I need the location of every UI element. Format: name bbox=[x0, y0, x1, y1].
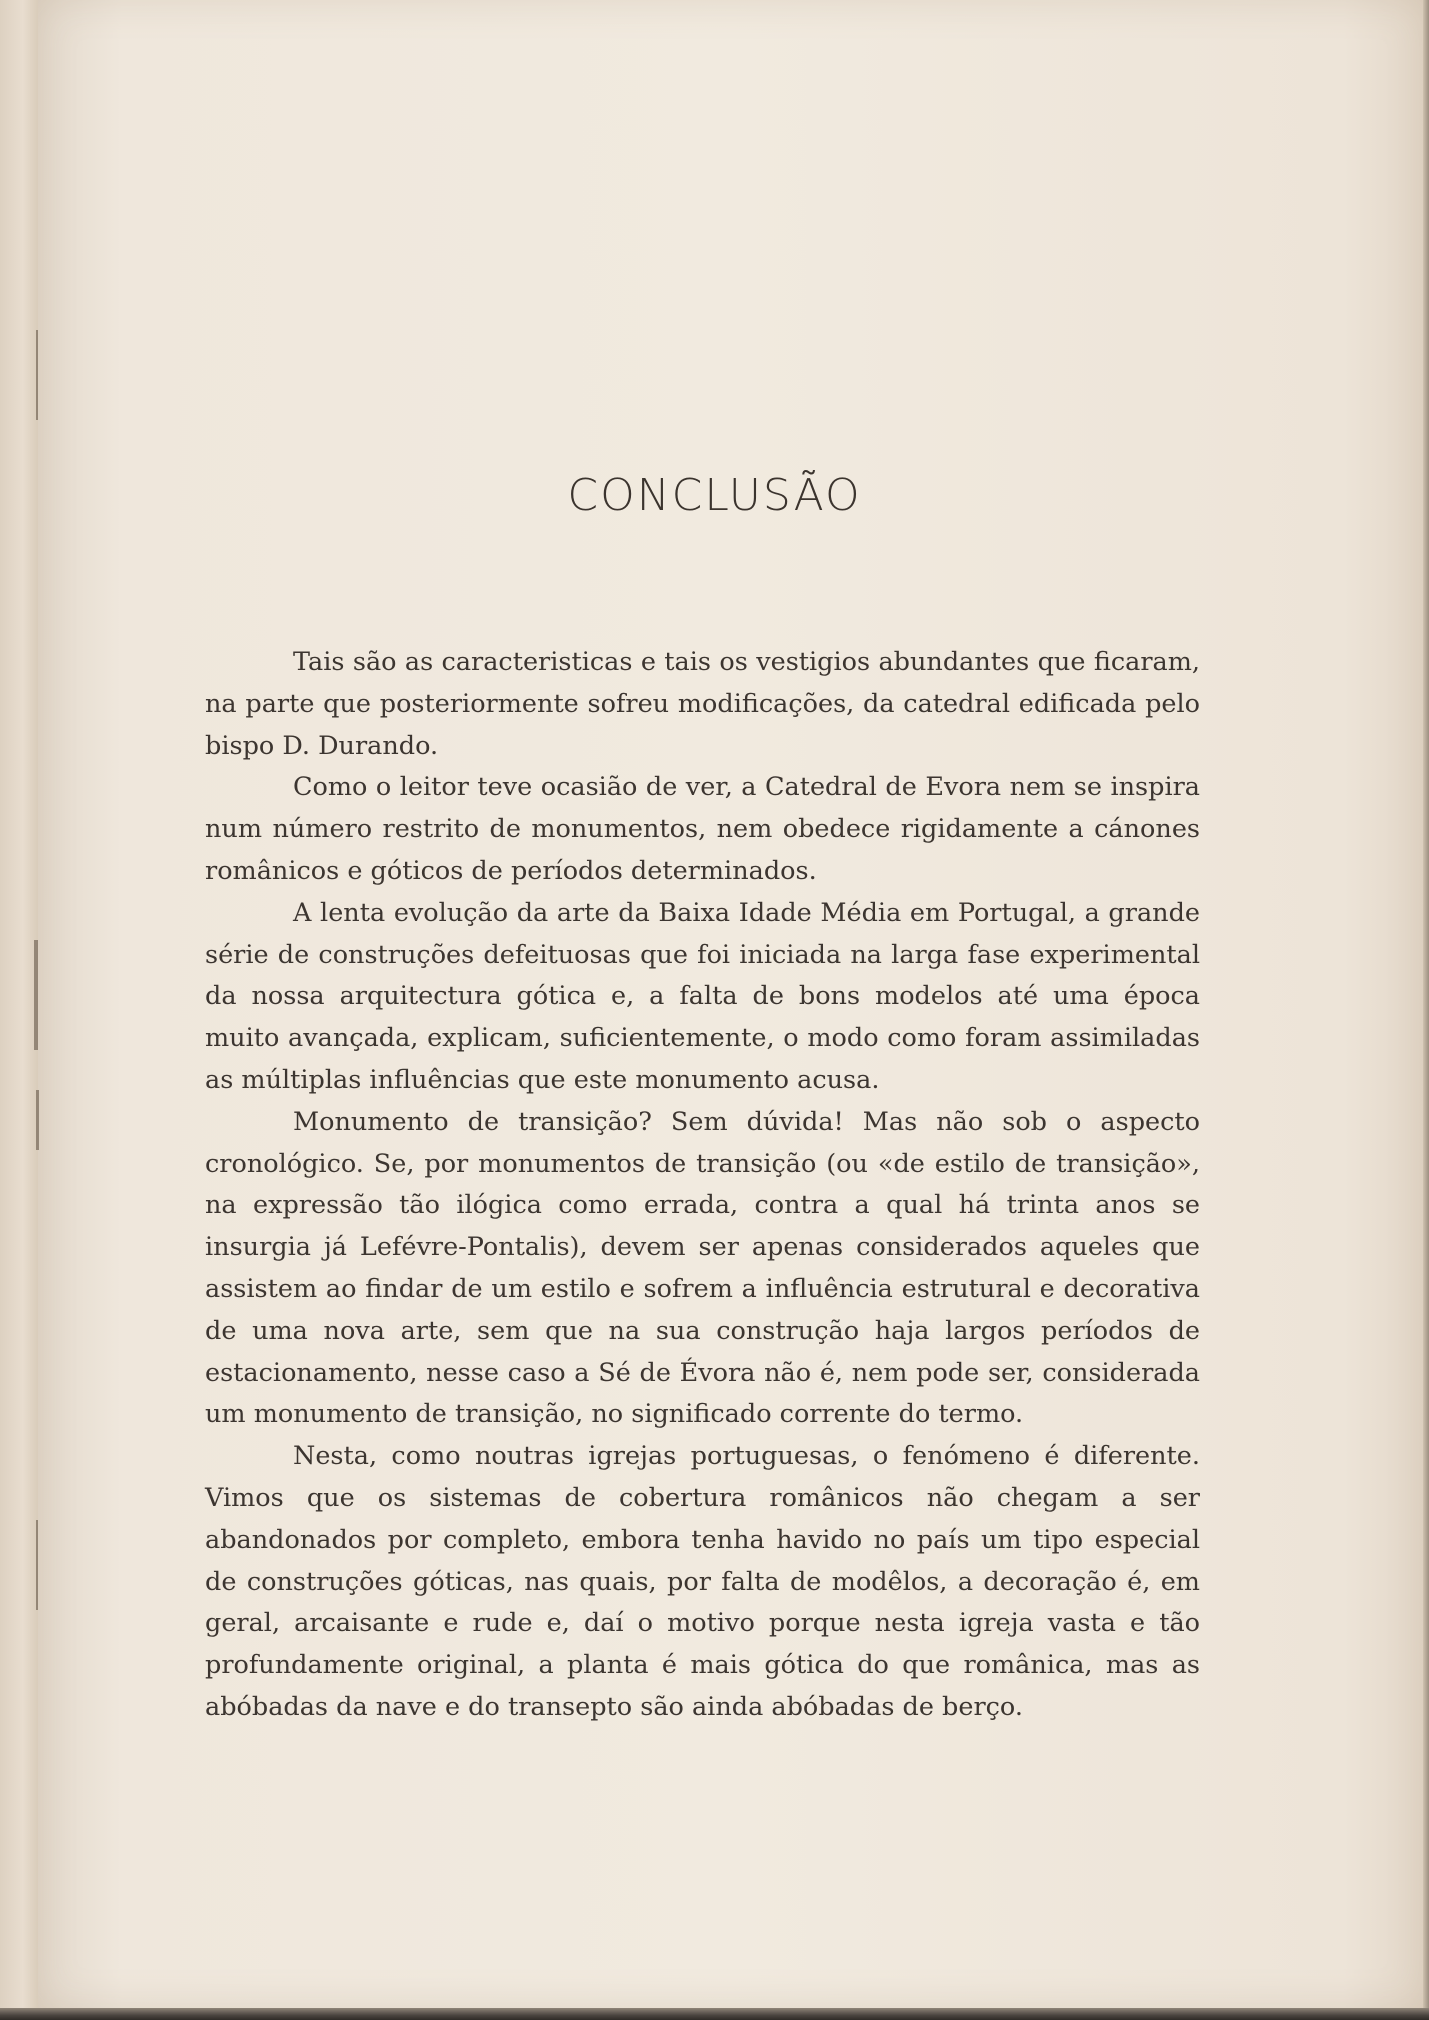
paragraph: Nesta, como noutras igrejas portuguesas, o fenómeno é diferente. Vimos que os sistemas de cobertura românicos não chegam a ser abandonados por completo, embora tenha havido no país um tipo especial de construções góticas, nas quais, por falta de modêlos, a decoração é, em geral, arcaisante e rude e, daí o motivo porque nesta igreja vasta e tão profundamente original, a planta é mais gótica do que românica, mas as abóbadas da nave e do transepto são ainda abóbadas de berço. bbox=[205, 1441, 1200, 1722]
binding-mark bbox=[36, 1520, 38, 1610]
paragraph: Monumento de transição? Sem dúvida! Mas não sob o aspecto cronológico. Se, por monumentos de transição (ou «de estilo de transição», na expressão tão ilógica como errada, contra a qual há trinta anos se insurgia já Lefévre-Pontalis), devem ser apenas considerados aqueles que assistem ao findar de um estilo e sofrem a influência estrutural e decorativa de uma nova arte, sem que na sua construção haja largos períodos de estacionamento, nesse caso a Sé de Évora não é, nem pode ser, considerada um monumento de transição, no significado corrente do termo. bbox=[205, 1106, 1200, 1430]
binding-mark bbox=[36, 1090, 39, 1150]
paragraph: A lenta evolução da arte da Baixa Idade Média em Portugal, a grande série de construções defeituosas que foi iniciada na larga fase experimental da nossa arquitectura gótica e, a falta de bons modelos até uma época muito avançada, explicam, suficientemente, o modo como foram assimiladas as múltiplas influências que este monumento acusa. bbox=[205, 897, 1200, 1095]
paragraph: Tais são as caracteristicas e tais os vestigios abundantes que ficaram, na parte que posteriormente sofreu modificações, da catedral edificada pelo bispo D. Durando. bbox=[205, 647, 1200, 761]
bottom-page-edge bbox=[0, 2008, 1429, 2020]
binding-mark bbox=[36, 330, 38, 420]
paragraph: Como o leitor teve ocasião de ver, a Catedral de Evora nem se inspira num número restrito de monumentos, nem obedece rigidamente a cánones românicos e góticos de períodos determinados. bbox=[205, 772, 1200, 886]
binding-mark bbox=[34, 940, 38, 1050]
page-title: CONCLUSÃO bbox=[567, 470, 862, 521]
body-text bbox=[205, 642, 1200, 1729]
binding-edge bbox=[0, 0, 38, 2020]
right-page-edge bbox=[1423, 0, 1429, 2020]
